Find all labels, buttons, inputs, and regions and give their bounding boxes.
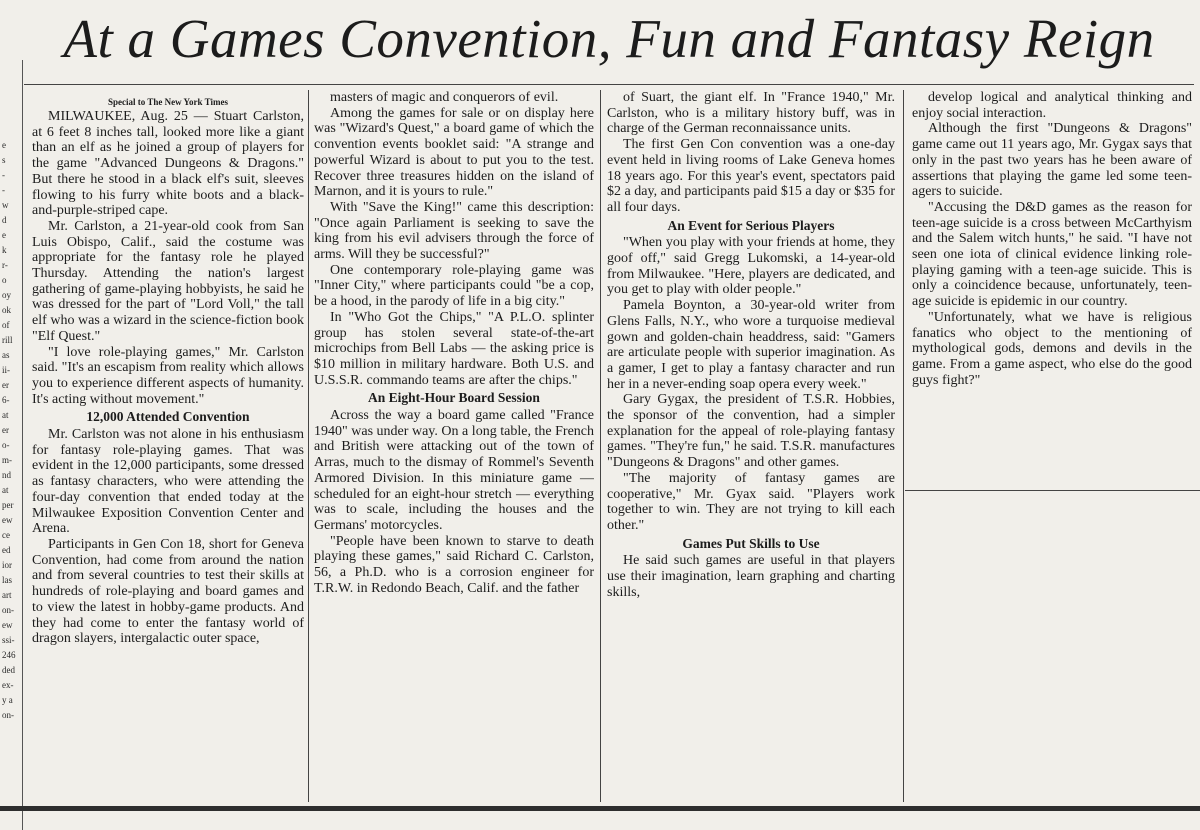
article-column-2 xyxy=(314,90,594,795)
edge-fragment: k xyxy=(2,245,7,255)
paragraph: With "Save the King!" came this description: "Once again Parliament is seeking to save the king from his evil advisers through the force of arms. Will they be successful?" xyxy=(314,199,594,263)
paragraph: He said such games are useful in that players use their imagination, learn graphing and charting skills, xyxy=(607,553,895,600)
subheading: An Eight-Hour Board Session xyxy=(368,390,540,406)
edge-fragment: as xyxy=(2,350,10,360)
article-column-3 xyxy=(607,90,895,795)
paragraph: "Accusing the D&D games as the reason for teen-age suicide is a cross between McCarthyism and the Salem witch hunts," he said. "I have not seen one iota of clinical evidence linking role-playing gaming with a teen-age suicide. This is only a coincidence because, unfortunately, teen-age suicide is epidemic in our country. xyxy=(912,199,1192,310)
paragraph: "The majority of fantasy games are cooperative," Mr. Gyax said. "Players work together to win. They are not trying to kill each other." xyxy=(607,470,895,533)
headline-rule xyxy=(24,84,1194,85)
edge-fragment: ex- xyxy=(2,680,14,690)
paragraph: Across the way a board game called "France 1940" was under way. On a long table, the French and British were attacking out of the town of Arras, much to the dismay of Rommel's Seventh Armored Division. In this miniature game — scheduled for an eight-hour stretch — everything was to scale, including the houses and the Germans' motorcycles. xyxy=(314,408,594,533)
headline: At a Games Convention, Fun and Fantasy Reign xyxy=(63,8,1155,69)
paragraph: Although the first "Dungeons & Dragons" game came out 11 years ago, Mr. Gygax says that only in the past two years has he been aware of assertions that playing the game led some teen-agers to suicide. xyxy=(912,121,1192,200)
edge-fragment: at xyxy=(2,410,9,420)
paragraph: "People have been known to starve to death playing these games," said Richard C. Carlston, 56, a Ph.D. who is a corrosion engineer for T.R.W. in Redondo Beach, Calif. and the father xyxy=(314,533,594,596)
paragraph: of Suart, the giant elf. In "France 1940," Mr. Carlston, who is a military history buff, was in charge of the German reconnaissance units. xyxy=(607,90,895,137)
edge-fragment: 6- xyxy=(2,395,10,405)
edge-fragment: w xyxy=(2,200,9,210)
paragraph: One contemporary role-playing game was "Inner City," where participants could "be a cop, be a hood, in the parody of life in a big city." xyxy=(314,262,594,310)
column-rule xyxy=(308,90,309,802)
paragraph: masters of magic and conquerors of evil. xyxy=(330,90,559,105)
edge-fragment: per xyxy=(2,500,14,510)
edge-fragment: ce xyxy=(2,530,10,540)
edge-fragment: er xyxy=(2,425,9,435)
edge-fragment: e xyxy=(2,230,6,240)
edge-fragment: y a xyxy=(2,695,13,705)
edge-fragment: er xyxy=(2,380,9,390)
byline: Special to The New York Times xyxy=(108,97,228,107)
paragraph: Participants in Gen Con 18, short for Geneva Convention, had come from around the nation and from several countries to test their skills at hundreds of role-playing and board games and to view the latest in hobby-game products. And they had come to enter the fantasy world of dragon slayers, intergalactic outer space, xyxy=(32,536,304,647)
edge-fragment: - xyxy=(2,170,5,180)
edge-fragment: r- xyxy=(2,260,8,270)
paragraph: Mr. Carlston, a 21-year-old cook from San Luis Obispo, Calif., said the costume was appropriate for the fantasy role he played Thursday. Attending the nation's largest gathering of game-playing hobbyists, he said he was dressed for the part of "Lord Voll," the tall elf who was a wizard in the science-fiction book "Elf Quest." xyxy=(32,218,304,344)
column-rule xyxy=(903,90,904,802)
subheading: 12,000 Attended Convention xyxy=(86,409,250,425)
article-column-1 xyxy=(32,90,304,795)
edge-fragment: oy xyxy=(2,290,11,300)
edge-fragment: 246 xyxy=(2,650,16,660)
subheading: Games Put Skills to Use xyxy=(682,535,820,551)
paragraph: "Unfortunately, what we have is religious fanatics who object to the mentioning of mythological gods, demons and devils in the game. From a game aspect, who else do the good guys fight?" xyxy=(912,309,1192,388)
edge-fragment: rill xyxy=(2,335,13,345)
edge-fragment: m- xyxy=(2,455,12,465)
paragraph: Among the games for sale or on display here was "Wizard's Quest," a board game of which the convention events booklet said: "A strange and powerful Wizard is about to put you to the test. Recover three treasures hidden on the island of Marnon, and it is yours to rule." xyxy=(314,105,594,200)
edge-fragment: on- xyxy=(2,710,14,720)
edge-fragment: art xyxy=(2,590,12,600)
article-column-4 xyxy=(912,90,1192,490)
edge-fragment: s xyxy=(2,155,6,165)
paragraph: "I love role-playing games," Mr. Carlston said. "It's an escapism from reality which allows you to experience different aspects of humanity. It's acting without movement." xyxy=(32,344,304,407)
subheading: An Event for Serious Players xyxy=(667,217,835,233)
edge-fragment: ed xyxy=(2,545,11,555)
edge-fragment: o xyxy=(2,275,7,285)
edge-fragment: o- xyxy=(2,440,10,450)
edge-fragment: d xyxy=(2,215,7,225)
edge-fragment: - xyxy=(2,185,5,195)
adjacent-column-fragments xyxy=(0,60,23,830)
paragraph: Gary Gygax, the president of T.S.R. Hobbies, the sponsor of the convention, had a simpler explanation for the appeal of role-playing fantasy games. "They're fun," he said. T.S.R. manufactures "Dungeons & Dragons" and other games. xyxy=(607,392,895,471)
edge-fragment: ok xyxy=(2,305,11,315)
paragraph: "When you play with your friends at home, they goof off," said Gregg Lukomski, a 14-year-old from Milwaukee. "Here, players are dedicated, and you get to play with older people." xyxy=(607,235,895,298)
column-rule xyxy=(600,90,601,802)
bottom-border xyxy=(0,806,1200,811)
edge-fragment: ssi- xyxy=(2,635,15,645)
edge-fragment: ew xyxy=(2,515,13,525)
paragraph: Pamela Boynton, a 30-year-old writer from Glens Falls, N.Y., who wore a turquoise medieval gown and golden-chain headdress, said: "Gamers are articulate people with superior imagination. As a gamer, I get to play a fantasy character and run her in a never-ending soap opera every week." xyxy=(607,298,895,392)
paragraph: Mr. Carlston was not alone in his enthusiasm for fantasy role-playing games. That was evident in the 12,000 participants, some dressed as fantasy characters, who were attending the four-day convention that ended today at the Milwaukee Exposition Convention Center and Arena. xyxy=(32,427,304,537)
edge-fragment: on- xyxy=(2,605,14,615)
paragraph: In "Who Got the Chips," "A P.L.O. splinter group has stolen several state-of-the-art microchips from Bell Labs — the asking price is $10 million in military hardware. Both U.S. and U.S.S.R. commando teams are after the chips." xyxy=(314,309,594,388)
edge-fragment: e xyxy=(2,140,6,150)
edge-fragment: ew xyxy=(2,620,13,630)
edge-fragment: nd xyxy=(2,470,11,480)
edge-fragment: of xyxy=(2,320,10,330)
edge-fragment: ii- xyxy=(2,365,10,375)
edge-fragment: ded xyxy=(2,665,15,675)
edge-fragment: ior xyxy=(2,560,12,570)
article-end-rule xyxy=(905,490,1200,491)
paragraph: The first Gen Con convention was a one-day event held in living rooms of Lake Geneva homes 18 years ago. For this year's event, spectators paid $2 a day, and participants paid $15 a day or $35 for all four days. xyxy=(607,137,895,215)
paragraph: develop logical and analytical thinking and enjoy social interaction. xyxy=(912,90,1192,121)
edge-fragment: at xyxy=(2,485,9,495)
edge-fragment: las xyxy=(2,575,12,585)
paragraph: MILWAUKEE, Aug. 25 — Stuart Carlston, at 6 feet 8 inches tall, looked more like a giant than an elf as he joined a group of players for the game "Advanced Dungeons & Dragons." But there he stood in a black elf's suit, sleeves flowing to his furry white boots and a black-and-purple-striped cape. xyxy=(32,109,304,219)
